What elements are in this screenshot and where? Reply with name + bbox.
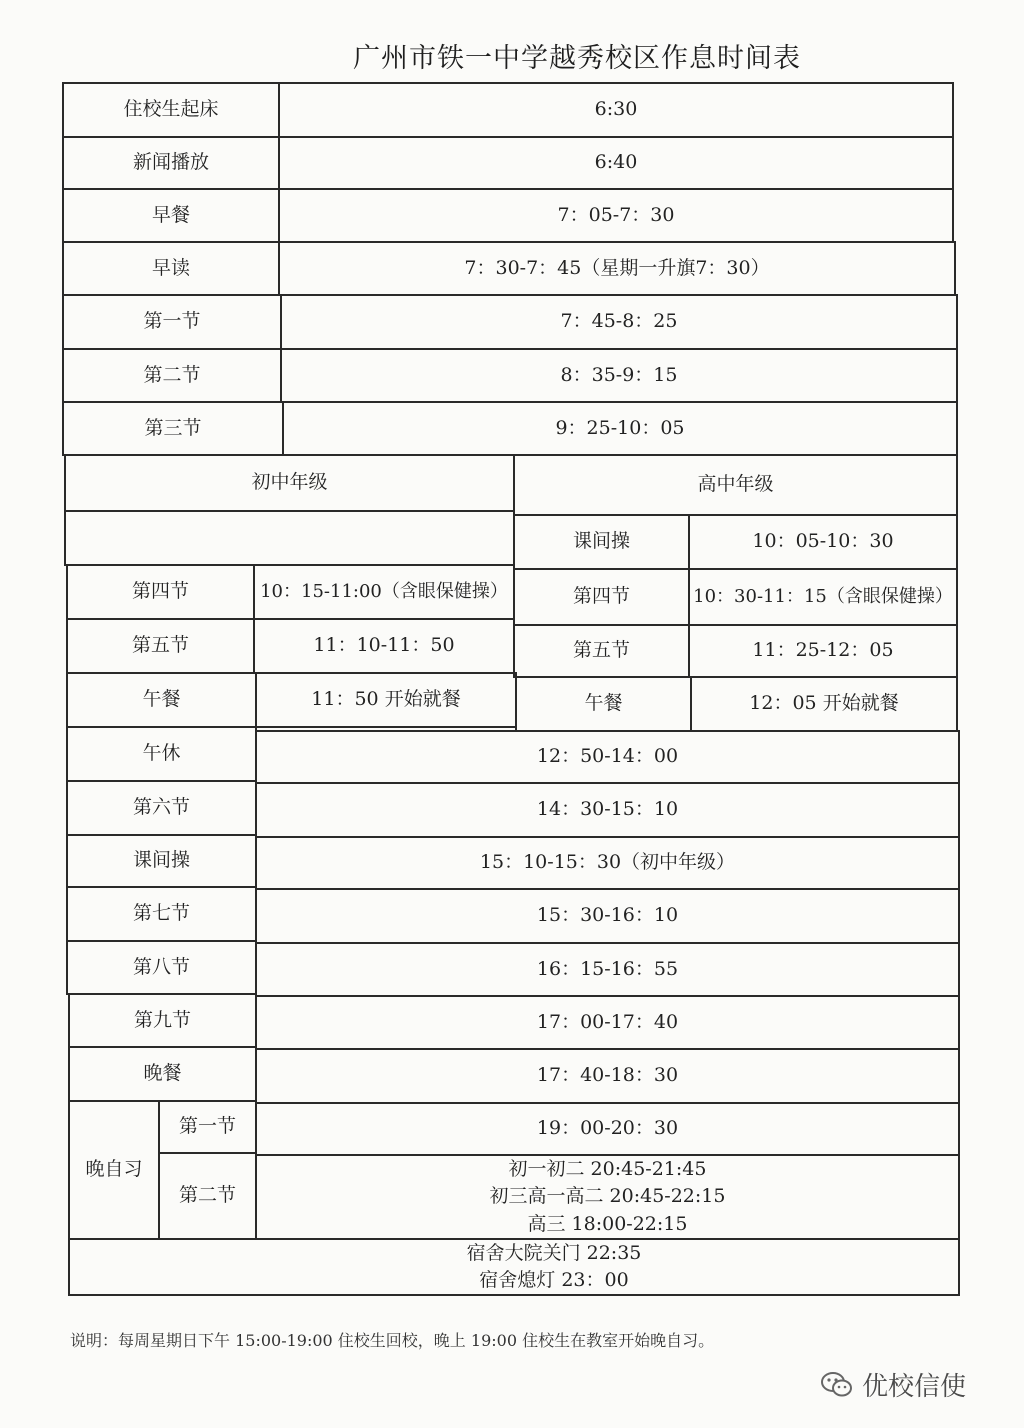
- wechat-icon: [820, 1370, 854, 1400]
- senior-header: 高中年级: [513, 454, 958, 516]
- watermark: [820, 1366, 966, 1403]
- evening-p2-times: [255, 1154, 960, 1240]
- junior-period-5-label: 第五节: [66, 618, 255, 674]
- row-label-period-1: 第一节: [62, 294, 282, 350]
- row-time-period-7: 15：30-16：10: [255, 888, 960, 944]
- junior-lunch-time: 11：50 开始就餐: [255, 672, 517, 728]
- row-label-wake: 住校生起床: [62, 82, 280, 138]
- junior-lunch-label: 午餐: [66, 672, 257, 728]
- senior-break-label: 课间操: [513, 514, 690, 570]
- page-title: 广州市铁一中学越秀校区作息时间表: [353, 43, 801, 74]
- row-time-period-8: 16：15-16：55: [255, 942, 960, 997]
- junior-period-5-time: 11：10-11：50: [253, 618, 515, 674]
- row-label-dinner: 晚餐: [68, 1046, 257, 1102]
- senior-lunch-time: 12：05 开始就餐: [690, 676, 958, 732]
- junior-period-4-label: 第四节: [66, 564, 255, 620]
- row-label-period-7: 第七节: [66, 886, 257, 942]
- junior-blank-cell: [64, 510, 515, 566]
- evening-p2-line-1: 初一初二 20:45-21:45: [508, 1157, 707, 1180]
- evening-p2-label: 第二节: [158, 1152, 257, 1240]
- evening-p2-line-3: 高三 18:00-22:15: [527, 1212, 688, 1235]
- senior-lunch-label: 午餐: [515, 676, 692, 732]
- row-time-exercise: 15：10-15：30（初中年级）: [255, 836, 960, 890]
- row-label-period-9: 第九节: [68, 993, 257, 1048]
- dorm-closing-cell: [68, 1238, 960, 1296]
- row-label-breakfast: 早餐: [62, 188, 280, 243]
- row-time-breakfast: 7：05-7：30: [278, 188, 954, 243]
- row-label-morning-reading: 早读: [62, 241, 280, 296]
- evening-study-label: 晚自习: [68, 1100, 160, 1240]
- junior-period-4-time: 10：15-11:00（含眼保健操）: [253, 564, 515, 620]
- row-time-wake: 6:30: [278, 82, 954, 138]
- row-label-period-8: 第八节: [66, 940, 257, 995]
- junior-header: 初中年级: [64, 454, 515, 512]
- senior-break-time: 10：05-10：30: [688, 514, 958, 570]
- senior-period-5-time: 11：25-12：05: [688, 624, 958, 678]
- row-time-period-1: 7：45-8：25: [280, 294, 958, 350]
- row-label-nap: 午休: [66, 726, 257, 782]
- row-label-period-3: 第三节: [62, 401, 284, 456]
- footnote: 说明：每周星期日下午 15:00-19:00 住校生回校，晚上 19:00 住校生在教室开始晚自习。: [70, 1331, 715, 1350]
- row-time-period-3: 9：25-10：05: [282, 401, 958, 456]
- row-time-news: 6:40: [278, 136, 954, 190]
- row-label-news: 新闻播放: [62, 136, 280, 190]
- senior-period-5-label: 第五节: [513, 624, 690, 678]
- evening-p1-label: 第一节: [158, 1100, 257, 1154]
- evening-p2-line-2: 初三高一高二 20:45-22:15: [489, 1185, 726, 1208]
- dorm-gate-close: 宿舍大院关门 22:35: [466, 1242, 642, 1265]
- row-time-period-6: 14：30-15：10: [255, 782, 960, 838]
- row-label-period-6: 第六节: [66, 780, 257, 836]
- row-time-morning-reading: 7：30-7：45（星期一升旗7：30）: [278, 241, 956, 296]
- row-label-exercise: 课间操: [66, 834, 257, 888]
- senior-period-4-time: 10：30-11：15（含眼保健操）: [688, 568, 958, 626]
- senior-period-4-label: 第四节: [513, 568, 690, 626]
- evening-p1-time: 19：00-20：30: [255, 1102, 960, 1156]
- dorm-lights-out: 宿舍熄灯 23：00: [479, 1269, 629, 1291]
- row-time-period-2: 8：35-9：15: [280, 348, 958, 403]
- row-time-period-9: 17：00-17：40: [255, 995, 960, 1050]
- row-time-dinner: 17：40-18：30: [255, 1048, 960, 1104]
- watermark-text: 优校信使: [862, 1372, 967, 1402]
- row-label-period-2: 第二节: [62, 348, 282, 403]
- row-time-nap: 12：50-14：00: [255, 730, 960, 784]
